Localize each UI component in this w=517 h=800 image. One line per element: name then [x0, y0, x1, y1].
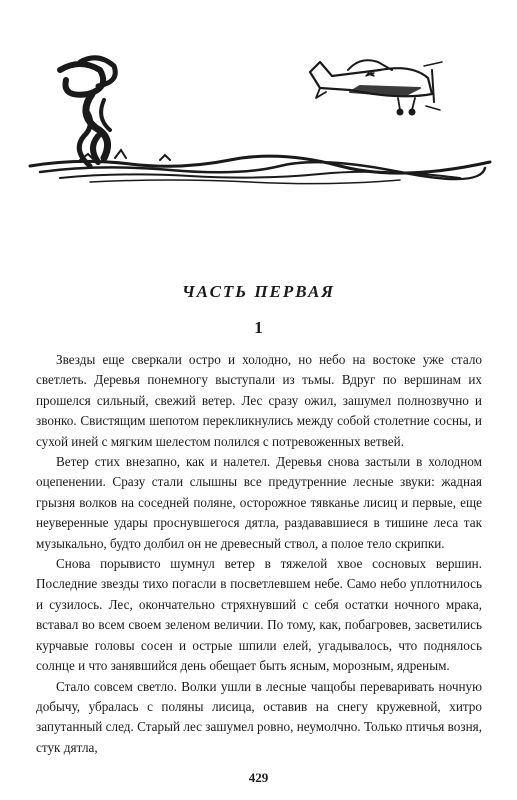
- paragraph: Ветер стих внезапно, как и налетел. Деревья снова застыли в холодном оцепенении. Сразу стали слышны все предутренние лесные звуки: жадная грызня волков на соседней поляне, осторожное тявканье лисиц и первые, еще неуверенные удары проснувшегося дятла, раздававшиеся в тишине леса так музыкально, будто долбил он не древесный ствол, а полое тело скрипки.: [36, 454, 482, 551]
- airplane-illustration: [20, 40, 495, 210]
- horizon-scribble-icon: [30, 150, 490, 184]
- paragraph: Звезды еще сверкали остро и холодно, но небо на востоке уже стало светлеть. Деревья понемногу выступали из тьмы. Вдруг по вершинам их прошелся сильный, свежий ветер. Лес сразу ожил, зашумел полнозвучно и звонко. Свистящим шепотом перекликнулись между собой столетние сосны, и сухой иней с мягким шелестом полился с потревоженных ветвей.: [36, 352, 482, 449]
- chapter-number: 1: [254, 318, 263, 337]
- smoke-plume-icon: [60, 58, 115, 166]
- page-number: 429: [248, 770, 269, 785]
- airplane-icon: [310, 60, 442, 115]
- part-title: ЧАСТЬ ПЕРВАЯ: [181, 282, 336, 301]
- chapter-body: [36, 350, 482, 758]
- paragraph: Снова порывисто шумнул ветер в тяжелой хвое сосновых вершин. Последние звезды тихо погасли в посветлевшем небе. Само небо уплотнилось и сузилось. Лес, окончательно стряхнувший с себя остатки ночного мрака, вставал во всем своем зеленом величии. По тому, как, побагровев, засветились курчавые головы сосен и острые шпили елей, угадывалось, что поднялось солнце и что занявшийся день обещает быть ясным, морозным, ядреным.: [36, 556, 482, 674]
- paragraph: Стало совсем светло. Волки ушли в лесные чащобы переваривать ночную добычу, убралась с поляны лисица, оставив на снегу кружевной, хитро запутанный след. Старый лес зашумел ровно, неумолчно. Только птичья возня, стук дятла,: [36, 678, 482, 755]
